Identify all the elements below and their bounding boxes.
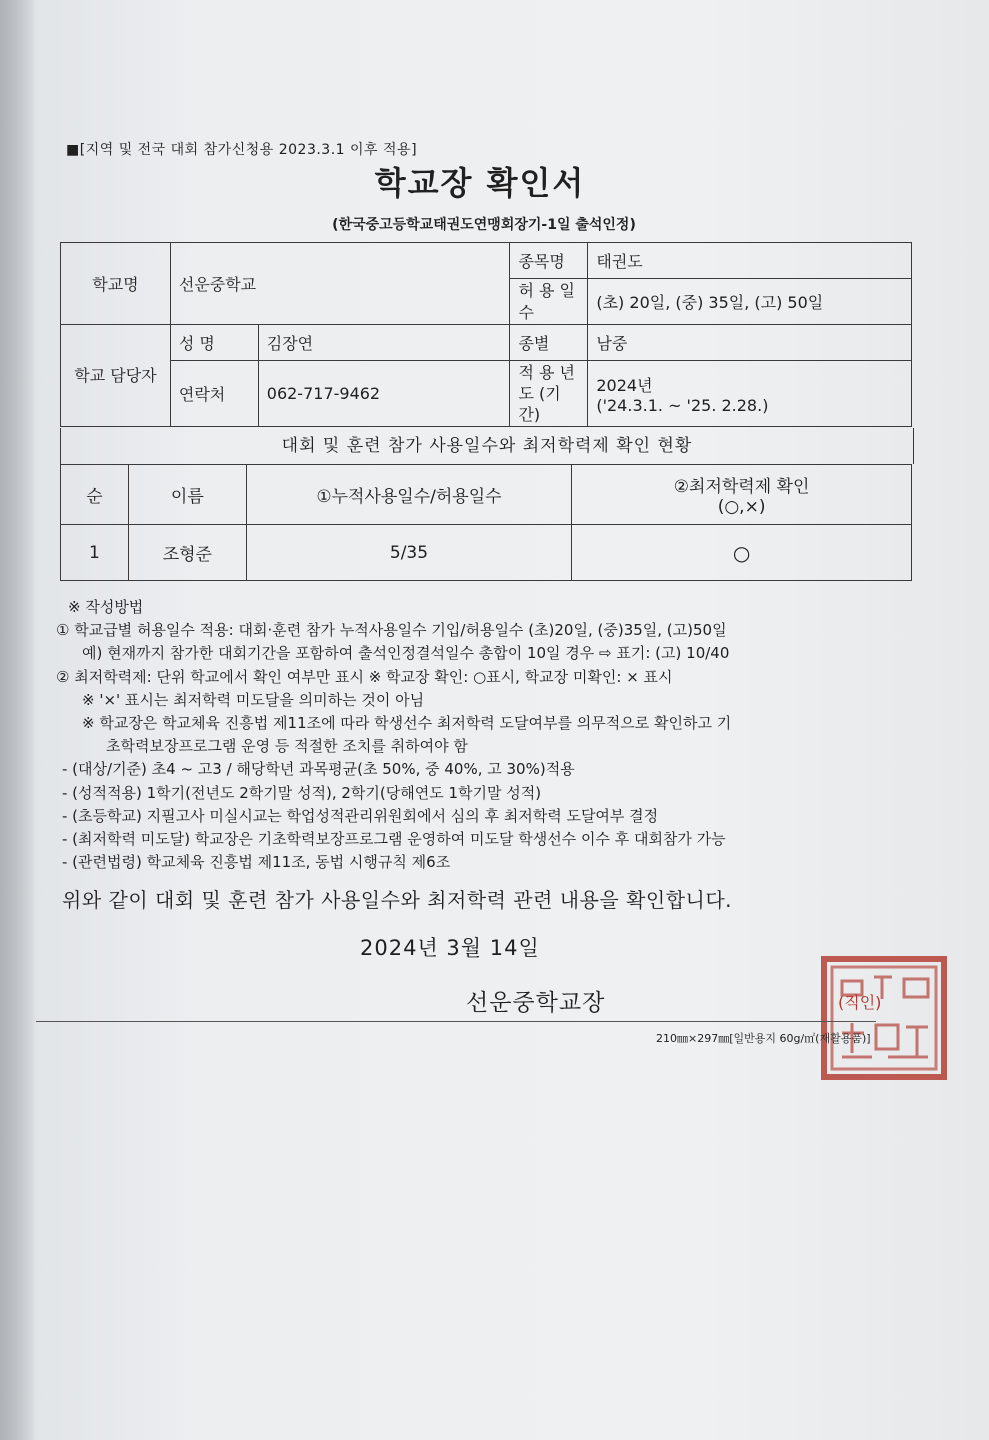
seal-label: (직인) (838, 993, 882, 1012)
footer-divider (36, 1021, 876, 1022)
table-row (61, 525, 912, 581)
method-line: - (최저학력 미도달) 학교장은 기초학력보장프로그램 운영하여 미도달 학생선수 이수 후 대회참가 가능 (62, 830, 726, 849)
header-no: 순 (61, 465, 129, 525)
row-days: 5/35 (246, 525, 571, 581)
method-line: - (초등학교) 지필고사 미실시교는 학업성적관리위원회에서 심의 후 최저학력 도달여부 결정 (62, 806, 659, 825)
principal-name: 선운중학교장 (466, 990, 606, 1016)
header-name: 이름 (128, 465, 246, 525)
row-check: ○ (572, 525, 912, 581)
confirmation-text: 위와 같이 대회 및 훈련 참가 사용일수와 최저학력 관련 내용을 확인합니다. (62, 888, 733, 912)
year-label: 적 용 년 도 (기간) (510, 361, 588, 427)
school-name-label: 학교명 (61, 243, 171, 325)
method-line: ※ 학교장은 학교체육 진흥법 제11조에 따라 학생선수 최저학력 도달여부를 의무적으로 확인하고 기 (82, 714, 732, 733)
allowed-days-label: 허 용 일 수 (510, 279, 588, 325)
method-line: - (성적적용) 1학기(전년도 2학기말 성적), 2학기(당해연도 1학기말 성적) (62, 783, 542, 802)
gender-value: 남중 (588, 325, 912, 361)
method-line: 예) 현재까지 참가한 대회기간을 포함하여 출석인정결석일수 총합이 10일 경우 ⇨ 표기: (고) 10/40 (82, 644, 730, 663)
name-value: 김장연 (258, 325, 510, 361)
paper-spec-note: 210㎜×297㎜[일반용지 60g/㎡(재활용품)] (656, 1032, 871, 1045)
allowed-days-value: (초) 20일, (중) 35일, (고) 50일 (588, 279, 912, 325)
official-seal-icon (818, 953, 950, 1083)
gender-label: 종별 (510, 325, 588, 361)
method-line: 초학력보장프로그램 운영 등 적절한 조치를 취하여야 함 (106, 737, 468, 756)
period-value: ('24.3.1. ~ '25. 2.28.) (596, 395, 769, 415)
header-check: ②최저학력제 확인(○,×) (572, 465, 912, 525)
writing-method (56, 596, 936, 874)
student-table (60, 464, 912, 581)
form-note: ■[지역 및 전국 대회 참가신청용 2023.3.1 이후 적용] (66, 142, 418, 158)
year-cell (588, 361, 912, 427)
row-name: 조형준 (128, 525, 246, 581)
confirmation-date: 2024년 3월 14일 (360, 936, 540, 960)
school-info-table (60, 242, 912, 427)
method-line: ※ '×' 표시는 최저학력 미도달을 의미하는 것이 아님 (82, 690, 425, 709)
document-title: 학교장 확인서 (374, 164, 586, 202)
header-days: ①누적사용일수/허용일수 (246, 465, 571, 525)
method-line: ① 학교급별 허용일수 적용: 대회·훈련 참가 누적사용일수 기입/허용일수 (초)20일, (중)35일, (고)50일 (56, 621, 727, 640)
document-subtitle: (한국중고등학교태권도연맹회장기-1일 출석인정) (332, 217, 636, 233)
event-value: 태권도 (588, 243, 912, 279)
contact-label: 연락처 (170, 361, 258, 427)
table-header-row (61, 465, 912, 525)
row-no: 1 (61, 525, 129, 581)
name-label: 성 명 (170, 325, 258, 361)
section-title: 대회 및 훈련 참가 사용일수와 최저학력제 확인 현황 (60, 428, 914, 464)
school-name-value: 선운중학교 (170, 243, 510, 325)
method-heading: ※ 작성방법 (68, 598, 144, 616)
year-value: 2024년 (596, 375, 653, 395)
method-line: - (대상/기준) 초4 ~ 고3 / 해당학년 과목평균(초 50%, 중 40%, 고 30%)적용 (62, 760, 575, 779)
manager-label: 학교 담당자 (61, 325, 171, 427)
method-line: - (관련법령) 학교체육 진흥법 제11조, 동법 시행규칙 제6조 (62, 853, 451, 872)
contact-value: 062-717-9462 (258, 361, 510, 427)
method-line: ② 최저학력제: 단위 학교에서 확인 여부만 표시 ※ 학교장 확인: ○표시, 학교장 미확인: × 표시 (56, 667, 673, 686)
event-label: 종목명 (510, 243, 588, 279)
